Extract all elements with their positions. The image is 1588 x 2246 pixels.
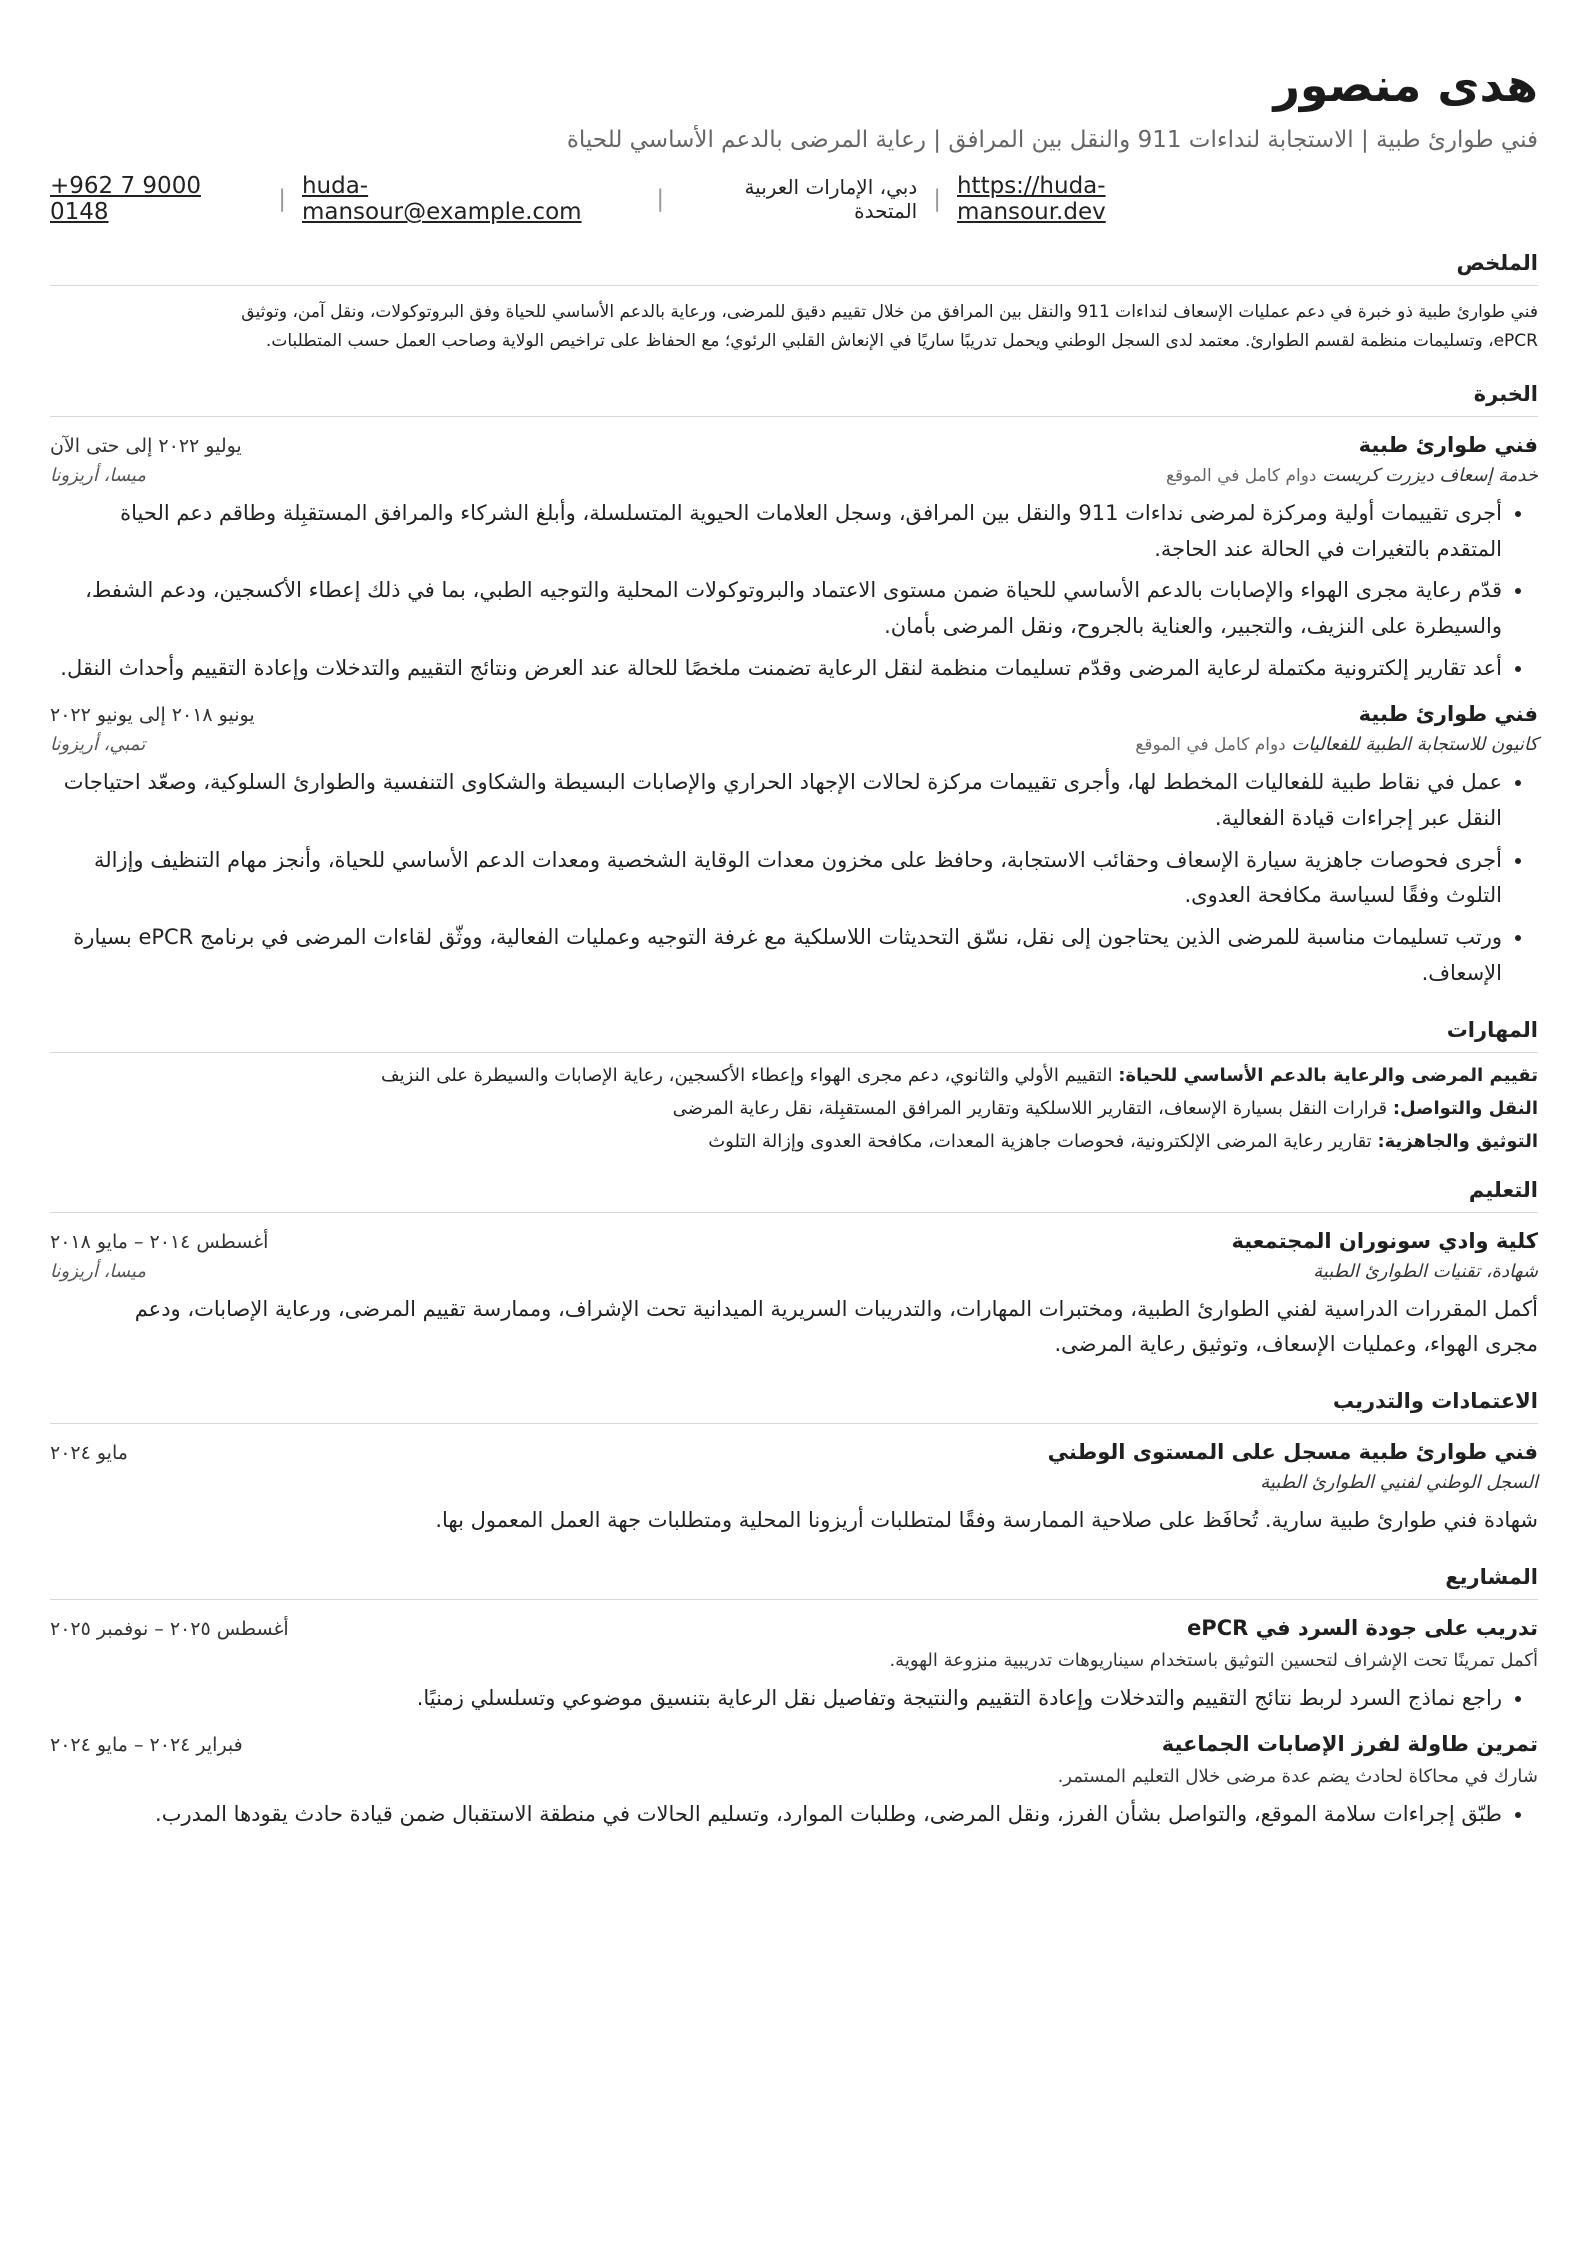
- education-date: أغسطس ٢٠١٤ – مايو ٢٠١٨: [50, 1230, 269, 1253]
- education-location: ميسا، أريزونا: [50, 1260, 146, 1282]
- job-date: يوليو ٢٠٢٢ إلى حتى الآن: [50, 434, 242, 457]
- project-title: تمرين طاولة لفرز الإصابات الجماعية: [1161, 1732, 1538, 1757]
- location: دبي، الإمارات العربية المتحدة: [744, 175, 918, 224]
- skill-group: [50, 1131, 1538, 1152]
- job-title: فني طوارئ طبية: [1358, 702, 1538, 727]
- job-bullets: [50, 765, 1538, 991]
- summary-line: فني طوارئ طبية ذو خبرة في دعم عمليات الإسعاف لنداءات 911 والنقل بين المرافق من خلال تقييم دقيق للمرضى، ورعاية بالدعم الأساسي للحياة وفق البروتوكولات، ونقل آمن، وتوثيق: [241, 302, 1538, 323]
- phone-number[interactable]: +962 7 9000 0148: [50, 173, 201, 226]
- experience-entry: [50, 702, 1538, 991]
- project-bullets: [50, 1681, 1538, 1717]
- project-bullets: [50, 1797, 1538, 1833]
- skill-group: [50, 1065, 1538, 1086]
- education-heading: التعليم: [50, 1178, 1538, 1213]
- skill-group-values: قرارات النقل بسيارة الإسعاف، التقارير اللاسلكية وتقارير المرافق المستقبِلة، نقل رعاية المرضى: [672, 1097, 1388, 1119]
- certification-entry: [50, 1440, 1538, 1539]
- employment-type: دوام كامل في الموقع: [1166, 465, 1317, 486]
- skill-group-label: التوثيق والجاهزية:: [1377, 1130, 1538, 1152]
- list-item: • أعد تقارير إلكترونية مكتملة لرعاية المرضى وقدّم تسليمات منظمة لنقل الرعاية تضمنت ملخصًا للحالة عند العرض ونتائج التقييم والتدخلات وإعادة التقييم وأحداث النقل.: [50, 651, 1502, 687]
- school-name: كلية وادي سونوران المجتمعية: [1231, 1228, 1538, 1253]
- experience-entry: [50, 433, 1538, 686]
- separator: |: [278, 186, 286, 213]
- project-entry: [50, 1732, 1538, 1833]
- candidate-name: هدى منصور: [1273, 58, 1538, 112]
- email-link[interactable]: huda-mansour@example.com: [301, 173, 582, 226]
- certification-date: مايو ٢٠٢٤: [50, 1441, 128, 1464]
- separator: |: [933, 186, 941, 213]
- list-item: • عمل في نقاط طبية للفعاليات المخطط لها، وأجرى تقييمات مركزة لحالات الإجهاد الحراري والإصابات البسيطة والشكاوى التنفسية والطوارئ السلوكية، وصعّد احتياجات النقل عبر إجراءات قيادة الفعالية.: [50, 765, 1502, 836]
- project-description: شارك في محاكاة لحادث يضم عدة مرضى خلال التعليم المستمر.: [1057, 1766, 1538, 1788]
- list-item: • قدّم رعاية مجرى الهواء والإصابات بالدعم الأساسي للحياة ضمن مستوى الاعتماد والبروتوكولات المحلية والتوجيه الطبي، بما في ذلك إعطاء الأكسجين، ودعم الشفط، والسيطرة على النزيف، والتجبير، والعناية بالجروح، ونقل المرضى بأمان.: [50, 573, 1502, 644]
- certifications-heading: الاعتمادات والتدريب: [50, 1389, 1538, 1424]
- degree: شهادة، تقنيات الطوارئ الطبية: [1313, 1260, 1538, 1282]
- certification-description: شهادة فني طوارئ طبية سارية. تُحافَظ على صلاحية الممارسة وفقًا لمتطلبات أريزونا المحلية ومتطلبات جهة العمل المعمول بها.: [435, 1507, 1538, 1532]
- headline: فني طوارئ طبية | الاستجابة لنداءات 911 والنقل بين المرافق | رعاية المرضى بالدعم الأساسي للحياة: [566, 127, 1538, 154]
- education-line: مجرى الهواء، وعمليات الإسعاف، وتوثيق رعاية المرضى.: [1054, 1332, 1538, 1357]
- project-date: أغسطس ٢٠٢٥ – نوفمبر ٢٠٢٥: [50, 1617, 289, 1640]
- experience-heading: الخبرة: [50, 382, 1538, 417]
- skill-group-label: النقل والتواصل:: [1392, 1097, 1538, 1119]
- projects-heading: المشاريع: [50, 1565, 1538, 1600]
- summary-text: [50, 298, 1538, 356]
- skill-group-values: التقييم الأولي والثانوي، دعم مجرى الهواء وإعطاء الأكسجين، رعاية الإصابات والسيطرة على النزيف: [381, 1064, 1113, 1086]
- project-date: فبراير ٢٠٢٤ – مايو ٢٠٢٤: [50, 1734, 243, 1757]
- skill-group-label: تقييم المرضى والرعاية بالدعم الأساسي للحياة:: [1118, 1064, 1538, 1086]
- skill-group-values: تقارير رعاية المرضى الإلكترونية، فحوصات جاهزية المعدات، مكافحة العدوى وإزالة التلوث: [708, 1130, 1372, 1152]
- job-location: تمبي، أريزونا: [50, 734, 146, 756]
- skill-group: [50, 1098, 1538, 1119]
- project-title: تدريب على جودة السرد في ePCR: [1187, 1615, 1538, 1640]
- job-title: فني طوارئ طبية: [1358, 432, 1538, 457]
- certification-title: فني طوارئ طبية مسجل على المستوى الوطني: [1047, 1439, 1538, 1464]
- job-location: ميسا، أريزونا: [50, 464, 146, 486]
- education-line: أكمل المقررات الدراسية لفني الطوارئ الطبية، ومختبرات المهارات، والتدريبات السريرية الميدانية تحت الإشراف، وممارسة تقييم المرضى، ورعاية الإصابات، ودعم: [134, 1296, 1538, 1321]
- website-link[interactable]: https://huda-mansour.dev: [956, 173, 1106, 226]
- contact-bar: [50, 173, 1538, 225]
- employment-type: دوام كامل في الموقع: [1135, 735, 1286, 756]
- skills-heading: المهارات: [50, 1018, 1538, 1053]
- list-item: • طبّق إجراءات سلامة الموقع، والتواصل بشأن الفرز، ونقل المرضى، وطلبات الموارد، وتسليم الحالات في منطقة الاستقبال ضمن قيادة حادث يقودها المدرب.: [50, 1797, 1502, 1833]
- education-entry: [50, 1229, 1538, 1363]
- list-item: • ورتب تسليمات مناسبة للمرضى الذين يحتاجون إلى نقل، نسّق التحديثات اللاسلكية مع غرفة التوجيه وعمليات الفعالية، ووثّق لقاءات المرضى في برنامج ePCR بسيارة الإسعاف.: [50, 920, 1502, 991]
- summary-heading: الملخص: [50, 251, 1538, 286]
- list-item: • راجع نماذج السرد لربط نتائج التقييم والتدخلات وإعادة التقييم والنتيجة وتفاصيل نقل الرعاية بتنسيق موضوعي وتسلسلي زمنيًا.: [50, 1681, 1502, 1717]
- employer: كانيون للاستجابة الطبية للفعاليات: [1291, 734, 1538, 756]
- certification-issuer: السجل الوطني لفنيي الطوارئ الطبية: [1260, 1471, 1538, 1493]
- project-description: أكمل تمرينًا تحت الإشراف لتحسين التوثيق باستخدام سيناريوهات تدريبية منزوعة الهوية.: [889, 1649, 1538, 1671]
- project-entry: [50, 1616, 1538, 1717]
- job-bullets: [50, 496, 1538, 686]
- employer: خدمة إسعاف ديزرت كريست: [1322, 464, 1538, 486]
- list-item: • أجرى تقييمات أولية ومركزة لمرضى نداءات 911 والنقل بين المرافق، وسجل العلامات الحيوية المتسلسلة، وأبلغ الشركاء والمرافق المستقبِلة وطاقم دعم الحياة المتقدم بالتغيرات في الحالة عند الحاجة.: [50, 496, 1502, 567]
- education-description: [50, 1292, 1538, 1363]
- job-date: يونيو ٢٠١٨ إلى يونيو ٢٠٢٢: [50, 704, 255, 727]
- separator: |: [656, 186, 665, 213]
- summary-line: ePCR، وتسليمات منظمة لقسم الطوارئ. معتمد لدى السجل الوطني ويحمل تدريبًا ساريًا في الإنعاش القلبي الرئوي؛ مع الحفاظ على تراخيص الولاية وصاحب العمل حسب المتطلبات.: [265, 331, 1538, 352]
- list-item: • أجرى فحوصات جاهزية سيارة الإسعاف وحقائب الاستجابة، وحافظ على مخزون معدات الوقاية الشخصية ومعدات الدعم الأساسي للحياة، وأنجز مهام التنظيف وإزالة التلوث وفقًا لسياسة مكافحة العدوى.: [50, 843, 1502, 914]
